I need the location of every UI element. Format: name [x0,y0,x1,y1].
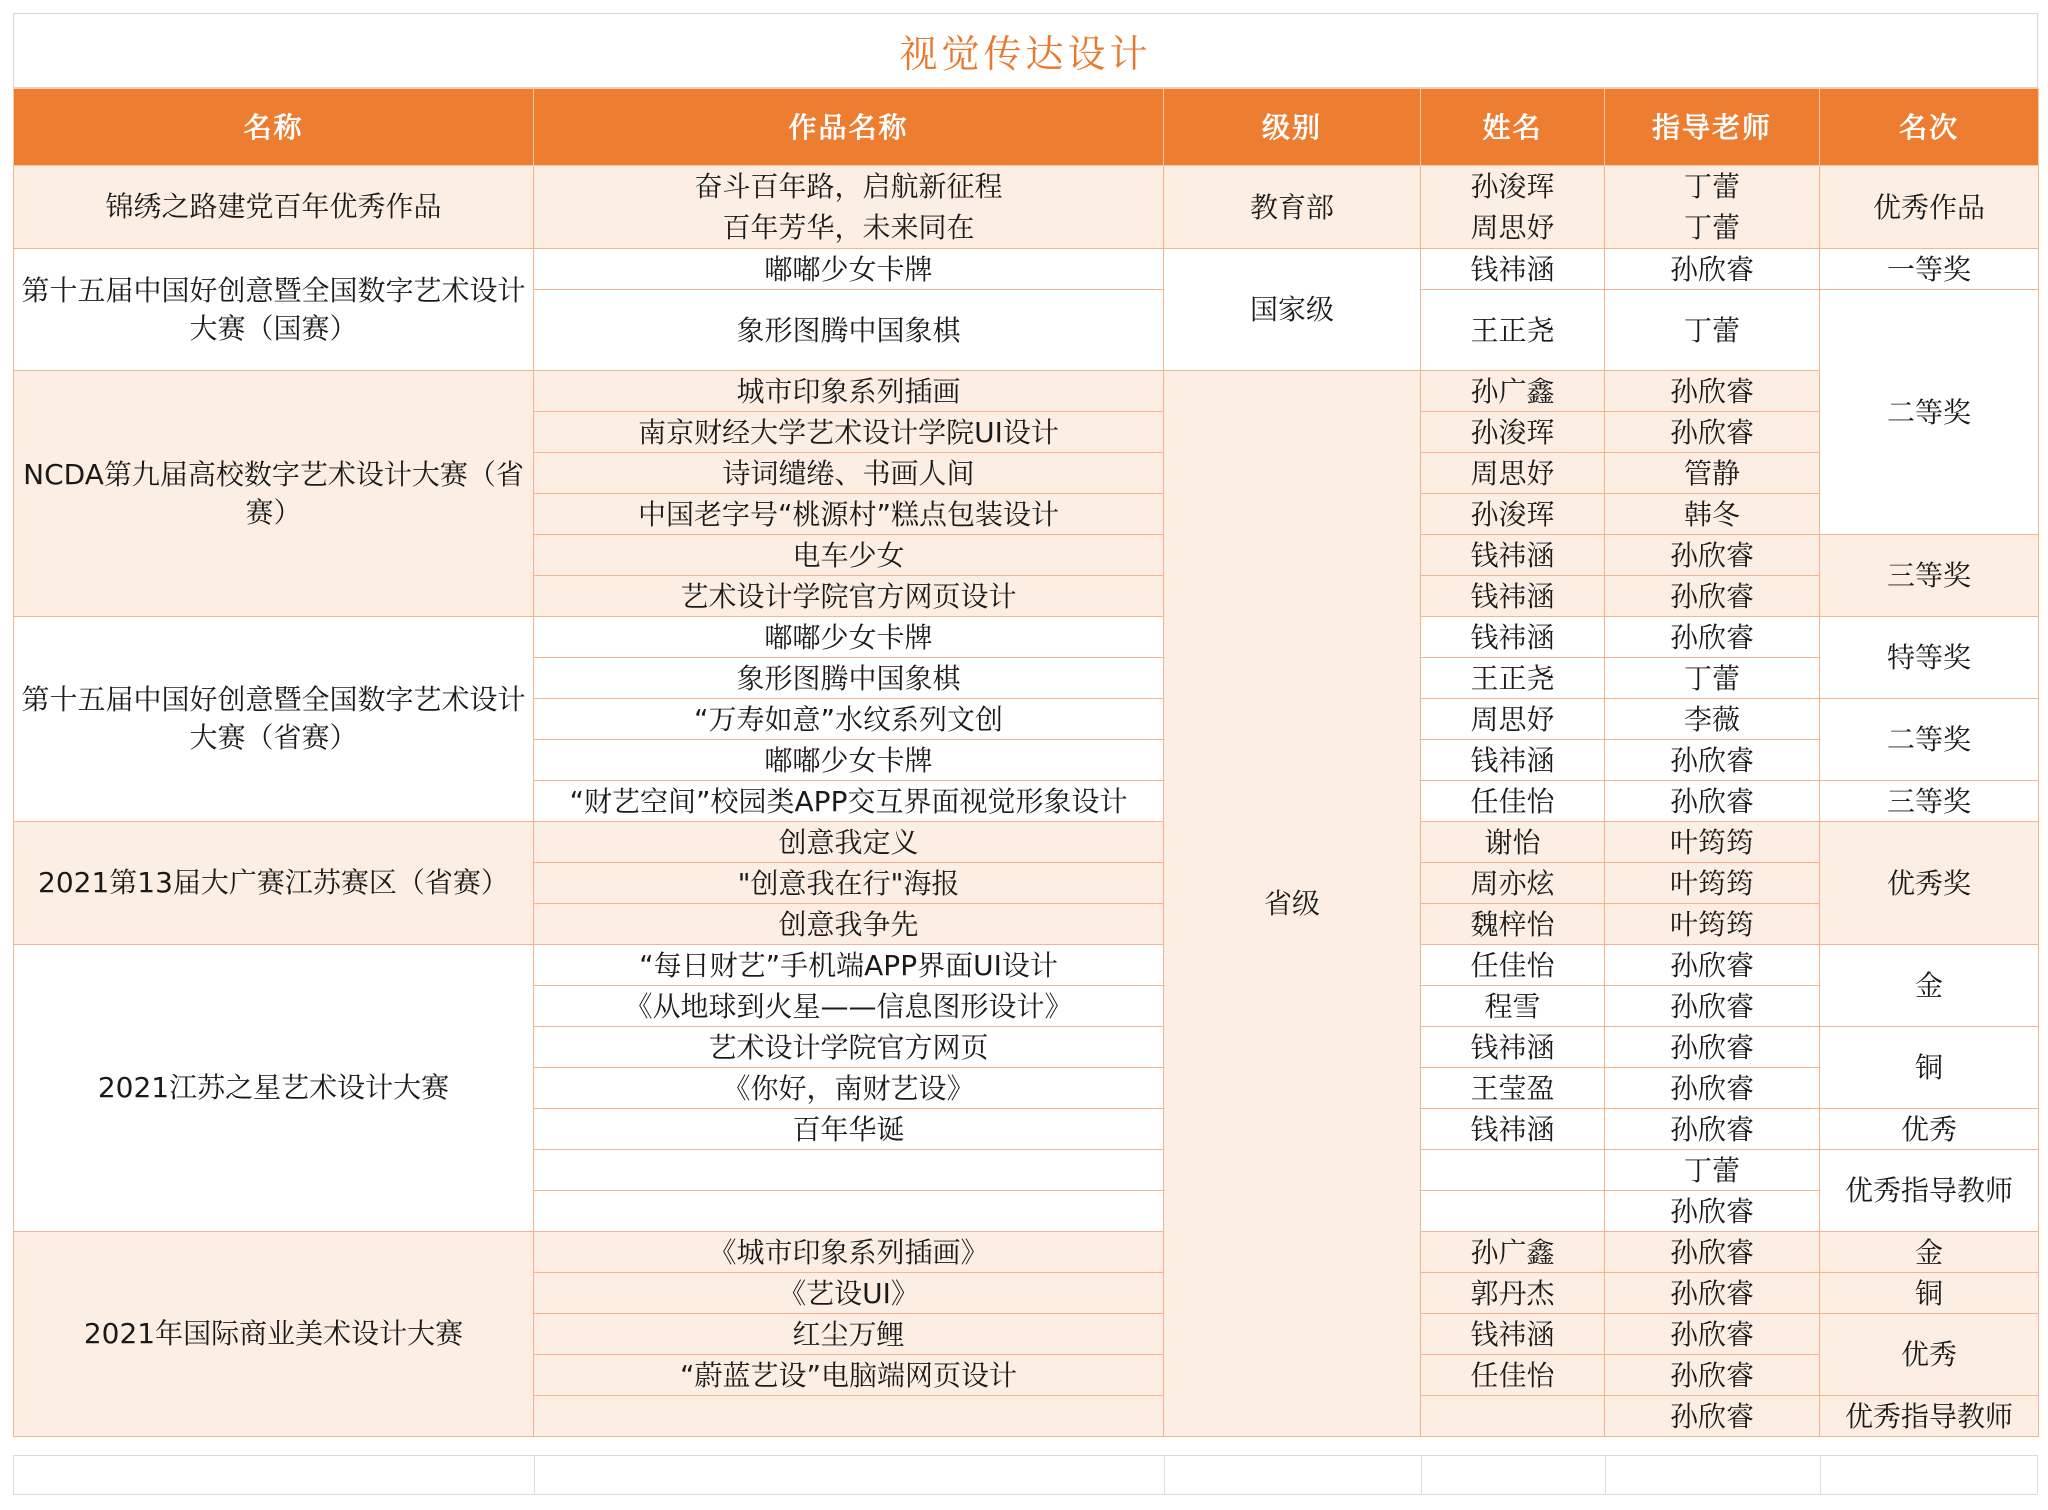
gridline [534,1456,535,1494]
student-cell[interactable]: 周思妤 [1421,453,1605,494]
work-cell[interactable]: 红尘万鲤 [534,1314,1164,1355]
rank-cell[interactable]: 优秀奖 [1820,822,2039,945]
advisor-cell[interactable]: 孙欣睿 [1605,412,1820,453]
advisor-cell[interactable]: 孙欣睿 [1605,617,1820,658]
rank-cell[interactable]: 优秀 [1820,1109,2039,1150]
competition-cell[interactable]: 锦绣之路建党百年优秀作品 [14,166,534,249]
advisor-cell[interactable]: 孙欣睿 [1605,781,1820,822]
gridline [1605,1456,1606,1494]
gridline [1421,1456,1422,1494]
student-cell[interactable] [1421,1191,1605,1232]
competition-cell[interactable]: 2021第13届大广赛江苏赛区（省赛） [14,822,534,945]
work-cell[interactable]: 《城市印象系列插画》 [534,1232,1164,1273]
rank-cell[interactable]: 优秀指导教师 [1820,1150,2039,1232]
advisor-line: 丁蕾 [1683,170,1740,203]
rank-cell[interactable]: 金 [1820,945,2039,1027]
table-row [14,166,2039,249]
sheet-title: 视觉传达设计 [899,32,1152,76]
header-student[interactable]: 姓名 [1421,89,1605,166]
work-cell[interactable]: 中国老字号“桃源村”糕点包装设计 [534,494,1164,535]
student-cell[interactable]: 孙广鑫 [1421,371,1605,412]
advisor-cell[interactable]: 管静 [1605,453,1820,494]
competition-cell[interactable]: 第十五届中国好创意暨全国数字艺术设计大赛（国赛） [14,249,534,371]
student-cell[interactable]: 任佳怡 [1421,781,1605,822]
awards-table [13,88,2039,1437]
header-competition[interactable]: 名称 [14,89,534,166]
student-cell[interactable]: 魏梓怡 [1421,904,1605,945]
table-row [14,945,2039,986]
advisor-cell[interactable] [1605,166,1820,249]
advisor-cell[interactable]: 孙欣睿 [1605,1027,1820,1068]
advisor-cell[interactable]: 孙欣睿 [1605,371,1820,412]
advisor-cell[interactable]: 孙欣睿 [1605,1191,1820,1232]
advisor-cell[interactable]: 孙欣睿 [1605,249,1820,290]
advisor-cell[interactable]: 丁蕾 [1605,658,1820,699]
rank-cell[interactable]: 优秀指导教师 [1820,1396,2039,1437]
student-cell[interactable]: 孙浚珲 [1421,412,1605,453]
student-cell[interactable]: 孙浚珲 [1421,494,1605,535]
table-row [14,1232,2039,1273]
work-cell[interactable]: “财艺空间”校园类APP交互界面视觉形象设计 [534,781,1164,822]
work-cell[interactable]: 艺术设计学院官方网页设计 [534,576,1164,617]
competition-cell[interactable]: 2021江苏之星艺术设计大赛 [14,945,534,1232]
advisor-cell[interactable]: 孙欣睿 [1605,576,1820,617]
rank-cell[interactable]: 一等奖 [1820,249,2039,290]
advisor-cell[interactable]: 孙欣睿 [1605,945,1820,986]
work-cell[interactable]: “蔚蓝艺设”电脑端网页设计 [534,1355,1164,1396]
rank-cell[interactable]: 优秀作品 [1820,166,2039,249]
advisor-cell[interactable]: 孙欣睿 [1605,1355,1820,1396]
student-cell[interactable]: 王正尧 [1421,290,1605,371]
empty-sheet-row[interactable] [13,1455,2038,1495]
work-cell[interactable]: 创意我争先 [534,904,1164,945]
table-row [14,371,2039,412]
advisor-cell[interactable]: 丁蕾 [1605,1150,1820,1191]
gridline [1820,1456,1821,1494]
advisor-cell[interactable]: 叶筠筠 [1605,822,1820,863]
advisor-cell[interactable]: 叶筠筠 [1605,863,1820,904]
student-cell[interactable]: 周亦炫 [1421,863,1605,904]
student-cell[interactable]: 钱祎涵 [1421,576,1605,617]
rank-cell[interactable]: 特等奖 [1820,617,2039,699]
student-cell[interactable]: 王正尧 [1421,658,1605,699]
table-row [14,249,2039,290]
student-cell[interactable] [1421,1150,1605,1191]
rank-cell[interactable]: 二等奖 [1820,699,2039,781]
work-cell[interactable] [534,1396,1164,1437]
work-cell[interactable]: "创意我在行"海报 [534,863,1164,904]
rank-cell[interactable]: 金 [1820,1232,2039,1273]
level-cell[interactable]: 教育部 [1164,166,1421,249]
header-row [14,89,2039,166]
work-cell[interactable]: 《艺设UI》 [534,1273,1164,1314]
work-cell[interactable]: “万寿如意”水纹系列文创 [534,699,1164,740]
student-cell[interactable]: 钱祎涵 [1421,1314,1605,1355]
advisor-cell[interactable]: 孙欣睿 [1605,1109,1820,1150]
advisor-cell[interactable]: 孙欣睿 [1605,1232,1820,1273]
work-cell[interactable]: 百年华诞 [534,1109,1164,1150]
work-cell[interactable]: 艺术设计学院官方网页 [534,1027,1164,1068]
rank-cell[interactable]: 二等奖 [1820,290,2039,535]
work-cell[interactable]: 嘟嘟少女卡牌 [534,249,1164,290]
rank-cell[interactable]: 三等奖 [1820,781,2039,822]
work-cell[interactable] [534,166,1164,249]
student-cell[interactable] [1421,1396,1605,1437]
advisor-cell[interactable]: 孙欣睿 [1605,535,1820,576]
competition-cell[interactable]: 第十五届中国好创意暨全国数字艺术设计大赛（省赛） [14,617,534,822]
student-cell[interactable]: 郭丹杰 [1421,1273,1605,1314]
rank-cell[interactable]: 优秀 [1820,1314,2039,1396]
rank-cell[interactable]: 三等奖 [1820,535,2039,617]
work-cell[interactable]: 象形图腾中国象棋 [534,658,1164,699]
work-cell[interactable]: 城市印象系列插画 [534,371,1164,412]
work-cell[interactable]: 象形图腾中国象棋 [534,290,1164,371]
advisor-cell[interactable]: 孙欣睿 [1605,1273,1820,1314]
student-cell[interactable]: 孙广鑫 [1421,1232,1605,1273]
work-cell[interactable] [534,1150,1164,1191]
work-cell[interactable]: 嘟嘟少女卡牌 [534,740,1164,781]
work-line: 奋斗百年路，启航新征程 [694,170,1003,203]
level-cell[interactable]: 省级 [1164,371,1421,1437]
advisor-cell[interactable]: 李薇 [1605,699,1820,740]
advisor-line: 丁蕾 [1683,211,1740,244]
advisor-cell[interactable]: 孙欣睿 [1605,740,1820,781]
student-cell[interactable]: 王莹盈 [1421,1068,1605,1109]
student-cell[interactable]: 周思妤 [1421,699,1605,740]
work-line: 百年芳华，未来同在 [722,211,975,244]
rank-cell[interactable]: 铜 [1820,1273,2039,1314]
advisor-cell[interactable]: 孙欣睿 [1605,1314,1820,1355]
student-cell[interactable]: 程雪 [1421,986,1605,1027]
sheet-title-cell[interactable] [13,13,2038,88]
advisor-cell[interactable]: 丁蕾 [1605,290,1820,371]
table-row [14,617,2039,658]
work-cell[interactable]: 嘟嘟少女卡牌 [534,617,1164,658]
advisor-cell[interactable]: 韩冬 [1605,494,1820,535]
student-cell[interactable]: 钱祎涵 [1421,617,1605,658]
student-line: 周思妤 [1470,211,1555,244]
student-cell[interactable]: 钱祎涵 [1421,535,1605,576]
student-cell[interactable]: 钱祎涵 [1421,1027,1605,1068]
rank-cell[interactable]: 铜 [1820,1027,2039,1109]
work-cell[interactable]: 《从地球到火星——信息图形设计》 [534,986,1164,1027]
work-cell[interactable]: 创意我定义 [534,822,1164,863]
header-advisor[interactable]: 指导老师 [1605,89,1820,166]
competition-cell[interactable]: NCDA第九届高校数字艺术设计大赛（省赛） [14,371,534,617]
work-cell[interactable]: 诗词缱绻、书画人间 [534,453,1164,494]
advisor-cell[interactable]: 孙欣睿 [1605,986,1820,1027]
work-cell[interactable]: “每日财艺”手机端APP界面UI设计 [534,945,1164,986]
advisor-cell[interactable]: 孙欣睿 [1605,1396,1820,1437]
student-cell[interactable]: 钱祎涵 [1421,249,1605,290]
student-cell[interactable]: 钱祎涵 [1421,1109,1605,1150]
header-rank[interactable]: 名次 [1820,89,2039,166]
work-cell[interactable]: 《你好，南财艺设》 [534,1068,1164,1109]
advisor-cell[interactable]: 孙欣睿 [1605,1068,1820,1109]
gridline [1164,1456,1165,1494]
student-line: 孙浚珲 [1470,170,1555,203]
header-work-title[interactable]: 作品名称 [534,89,1164,166]
advisor-cell[interactable]: 叶筠筠 [1605,904,1820,945]
student-cell[interactable]: 任佳怡 [1421,945,1605,986]
header-level[interactable]: 级别 [1164,89,1421,166]
competition-cell[interactable]: 2021年国际商业美术设计大赛 [14,1232,534,1437]
work-cell[interactable]: 南京财经大学艺术设计学院UI设计 [534,412,1164,453]
work-cell[interactable] [534,1191,1164,1232]
table-row [14,822,2039,863]
work-cell[interactable]: 电车少女 [534,535,1164,576]
student-cell[interactable] [1421,166,1605,249]
student-cell[interactable]: 钱祎涵 [1421,740,1605,781]
level-cell[interactable]: 国家级 [1164,249,1421,371]
student-cell[interactable]: 任佳怡 [1421,1355,1605,1396]
student-cell[interactable]: 谢怡 [1421,822,1605,863]
